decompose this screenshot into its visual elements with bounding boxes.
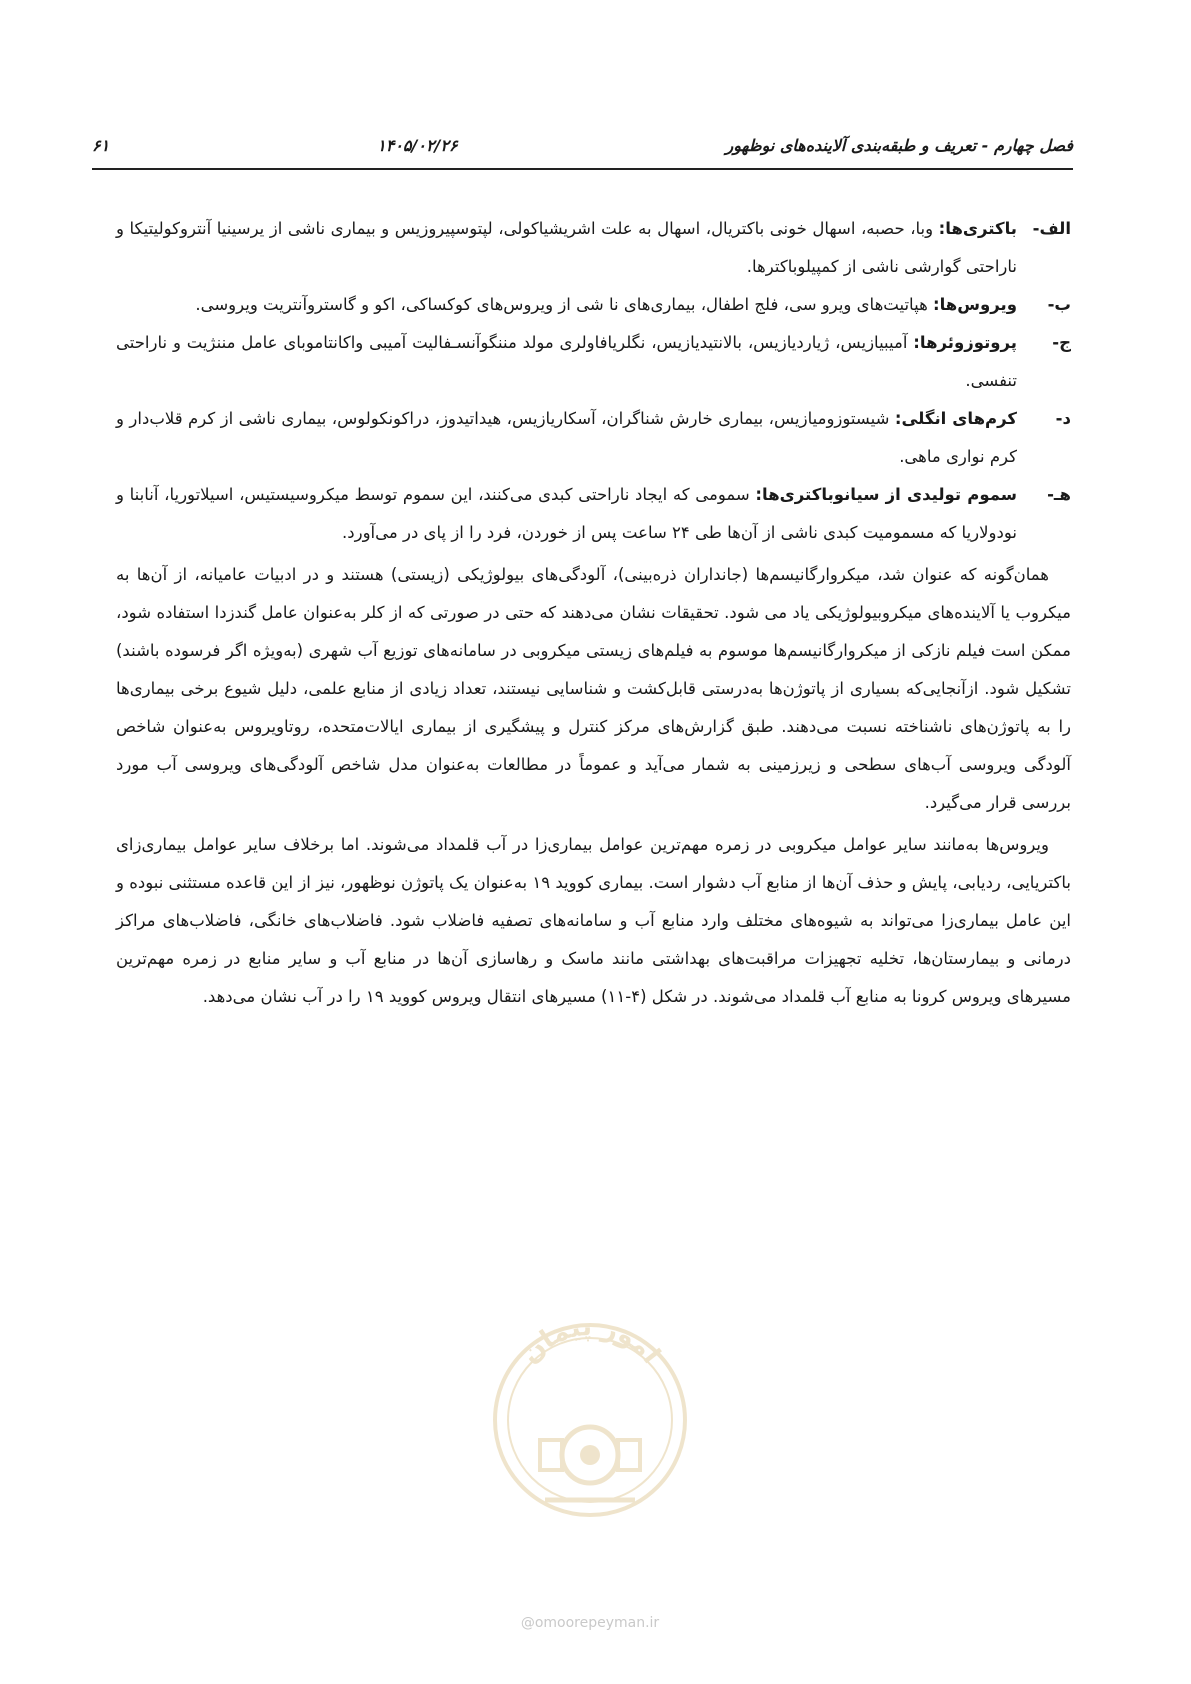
chapter-title: فصل چهارم - تعریف و طبقه‌بندی آلاینده‌های نوظهور: [725, 135, 1073, 155]
list-text: وبا، حصبه، اسهال خونی باکتریال، اسهال به علت اشریشیاکولی، لپتوسپیروزیس و بیماری ناشی از یرسینیا آنتروکولیتیکا و ناراحتی گوارشی ناشی از کمپیلوباکترها.: [116, 219, 1017, 276]
list-item-parasitic-worms: [116, 400, 1071, 476]
list-text: آمیبیازیس، ژیاردیازیس، بالانتیدیازیس، نگلریافاولری مولد مننگوآنسـفالیت آمیبی واکانتاموبای عامل مننژیت و ناراحتی تنفسی.: [116, 333, 1017, 390]
page-number: ۶۱: [92, 135, 110, 155]
list-term: پروتوزوئرها:: [913, 333, 1017, 352]
watermark-text: امور پیمان: [515, 1311, 666, 1370]
list-item-body: [116, 210, 1017, 286]
list-marker: هـ-: [1047, 485, 1071, 504]
list-item-body: [116, 324, 1017, 400]
page-body: [116, 210, 1071, 1016]
watermark-url: @omoorepeyman.ir: [520, 1615, 660, 1631]
list-text: هپاتیت‌های ویرو سی، فلج اطفال، بیماری‌های نا شی از ویروس‌های کوکساکی، اکو و گاستروآنتریت ویروسی.: [195, 295, 934, 314]
body-paragraph: همان‌گونه که عنوان شد، میکروارگانیسم‌ها (جانداران ذره‌بینی)، آلودگی‌های بیولوژیکی (زیستی) هستند و در ادبیات عامیانه، از آن‌ها به میکروب یا آلاینده‌های میکروبیولوژیکی یاد می شود. تحقیقات نشان می‌دهند که حتی در صورتی که از کلر به‌عنوان عامل گندزدا استفاده شود، ممکن است فیلم نازکی از میکروارگانیسم‌ها موسوم به فیلم‌های زیستی میکروبی در سامانه‌های توزیع آب شهری (به‌ویژه اگر فرسوده باشند) تشکیل شود. ازآنجایی‌که بسیاری از پاتوژن‌ها به‌درستی قابل‌کشت و شناسایی نیستند، تعداد زیادی از منابع علمی، دلیل شیوع برخی بیماری‌ها را به پاتوژن‌های ناشناخته نسبت می‌دهند. طبق گزارش‌های مرکز کنترل و پیشگیری از بیماری ایالات‌متحده، روتاویروس به‌عنوان شاخص آلودگی ویروسی آب‌های سطحی و زیرزمینی به شمار می‌آید و عموماً در مطالعات به‌عنوان مدل شاخص آلودگی‌های ویروسی آب مورد بررسی قرار می‌گیرد.: [116, 565, 1071, 812]
list-term: باکتری‌ها:: [938, 219, 1017, 238]
page-header: [92, 128, 1073, 162]
list-term: کرم‌های انگلی:: [894, 409, 1017, 428]
list-text: سمومی که ایجاد ناراحتی کبدی می‌کنند، این سموم توسط میکروسیستیس، اسیلاتوریا، آنابنا و نودولاریا که مسمومیت کبدی ناشی از آن‌ها طی ۲۴ ساعت پس از خوردن، فرد را از پای در می‌آورد.: [116, 485, 1017, 542]
list-item-protozoa: [116, 324, 1071, 400]
header-divider: [92, 168, 1073, 170]
body-paragraph: ویروس‌ها به‌مانند سایر عوامل میکروبی در زمره مهم‌ترین عوامل بیماری‌زا در آب قلمداد می‌شوند. اما برخلاف سایر عوامل بیماری‌زای باکتریایی، ردیابی، پایش و حذف آن‌ها از منابع آب دشوار است. بیماری کووید ۱۹ به‌عنوان یک پاتوژن نوظهور، نیز از این قاعده مستثنی نبوده و این عامل بیماری‌زا می‌تواند به شیوه‌های مختلف وارد منابع آب و سامانه‌های تصفیه فاضلاب شود. فاضلاب‌های خانگی، فاضلاب‌های مراکز درمانی و بیمارستان‌ها، تخلیه تجهیزات مراقبت‌های بهداشتی مانند ماسک و رهاسازی آن‌ها در منابع آب و سایر منابع در زمره مهم‌ترین مسیرهای ویروس کرونا به منابع آب قلمداد می‌شوند. در شکل (۴-۱۱) مسیرهای انتقال ویروس کووید ۱۹ را در آب نشان می‌دهد.: [116, 835, 1071, 1006]
list-item-cyanotoxins: [116, 476, 1071, 552]
header-date: ۱۴۰۵/۰۲/۲۶: [377, 135, 458, 155]
list-text: شیستوزومیازیس، بیماری خارش شناگران، آسکاریازیس، هیداتیدوز، دراکونکولوس، بیماری ناشی از کرم قلاب‌دار و کرم نواری ماهی.: [116, 409, 1017, 466]
list-marker: د-: [1055, 409, 1071, 428]
list-item-viruses: [116, 286, 1071, 324]
list-marker: ب-: [1047, 295, 1071, 314]
list-item-body: [116, 286, 1017, 324]
list-term: ویروس‌ها:: [933, 295, 1017, 314]
list-item-body: [116, 400, 1017, 476]
list-term: سموم تولیدی از سیانوباکتری‌ها:: [755, 485, 1017, 504]
list-marker: الف-: [1032, 219, 1071, 238]
list-item-body: [116, 476, 1017, 552]
list-item-bacteria: [116, 210, 1071, 286]
list-marker: ج-: [1052, 333, 1071, 352]
watermark-logo-icon: [485, 1290, 695, 1540]
svg-text:امور پیمان: [515, 1312, 666, 1370]
